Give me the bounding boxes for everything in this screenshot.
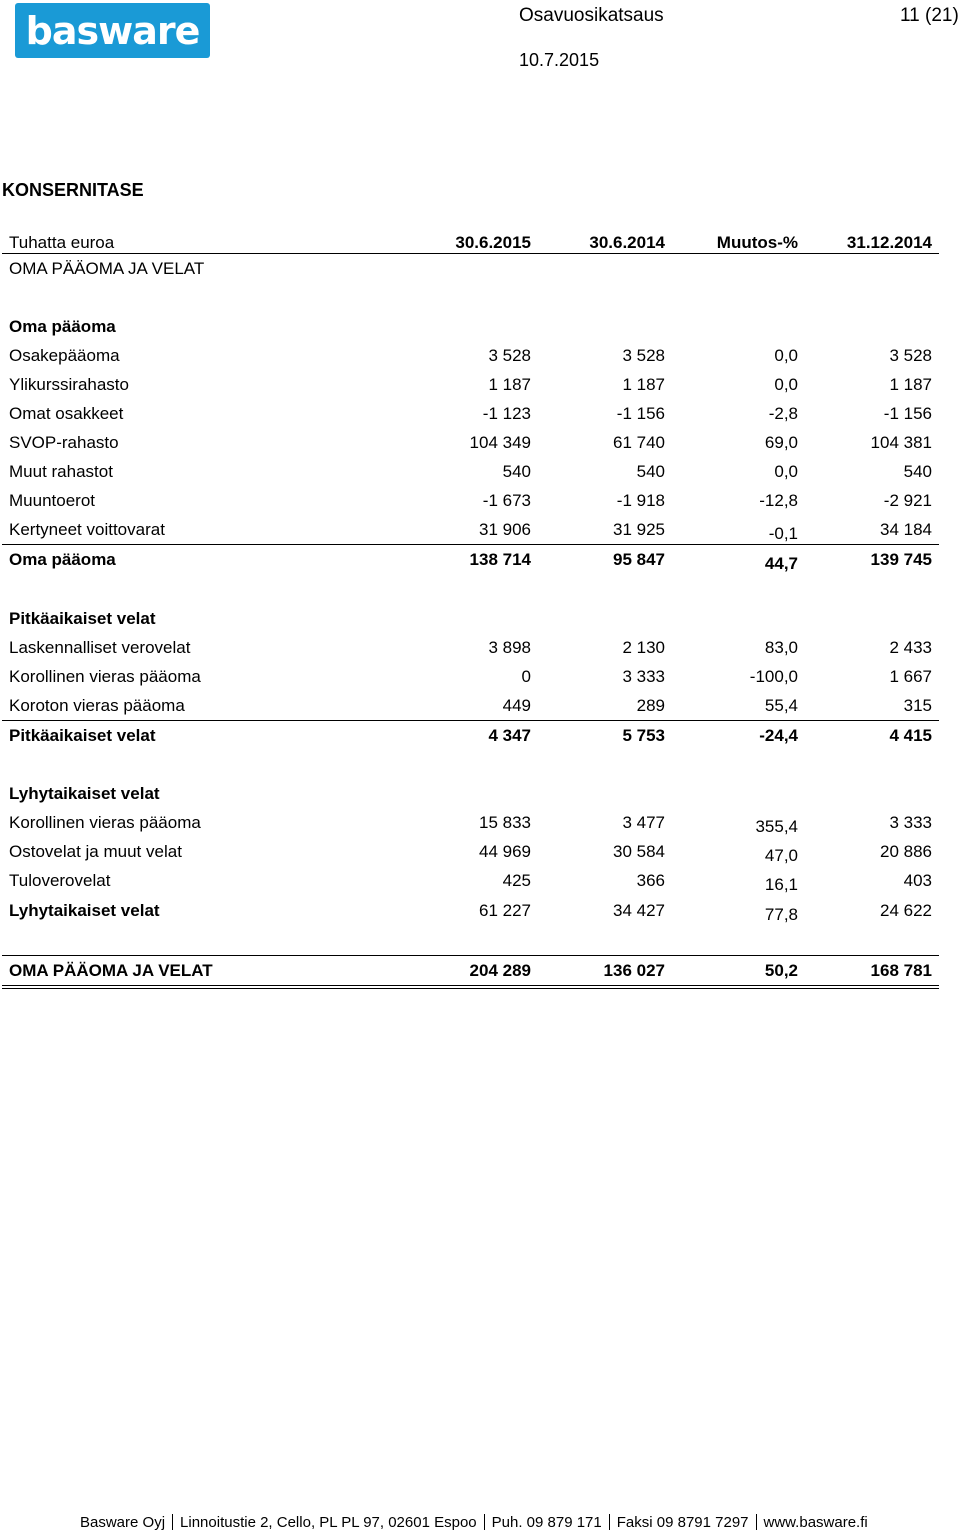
cell: -1 123 [482,404,531,423]
document-title: Osavuosikatsaus [519,5,664,26]
table-row [2,811,939,836]
cell: 2 433 [889,638,932,657]
row-label: Tuloverovelat [9,871,111,890]
row-label: Ylikurssirahasto [9,375,129,394]
row-label: OMA PÄÄOMA JA VELAT [9,961,213,980]
cell: 540 [903,462,932,481]
cell: 168 781 [870,961,932,980]
cell: 1 187 [488,375,531,394]
table-row [2,402,939,424]
subtotal-rule [2,720,939,721]
column-header: 31.12.2014 [846,233,932,252]
cell: 403 [903,871,932,890]
row-label: Korollinen vieras pääoma [9,667,201,686]
cell: 136 027 [603,961,665,980]
cell: 0,0 [774,462,798,481]
cell: 34 184 [880,520,932,539]
cell: 4 415 [889,726,932,745]
footer-company: Basware Oyj [80,1514,166,1531]
cell: 3 898 [488,638,531,657]
cell: 449 [502,696,531,715]
cell: -1 156 [883,404,932,423]
cell: 2 130 [622,638,665,657]
footer-separator [172,1514,173,1530]
column-header: 30.6.2014 [589,233,665,252]
cell: -100,0 [749,667,798,686]
row-label: SVOP-rahasto [9,433,119,452]
cell: 16,1 [764,875,798,894]
table-row [2,373,939,395]
row-label: Oma pääoma [9,550,116,569]
cell: 289 [636,696,665,715]
footer-phone: Puh. 09 879 171 [491,1514,602,1531]
table-row [2,636,939,658]
cell: 139 745 [870,550,932,569]
row-label: Muuntoerot [9,491,95,510]
cell: -24,4 [759,726,798,745]
cell: 30 584 [613,842,665,861]
row-label: Omat osakkeet [9,404,124,423]
cell: 44,7 [764,554,798,573]
cell: 4 347 [488,726,531,745]
cell: 55,4 [764,696,798,715]
cell: 24 622 [880,901,932,920]
row-label: Muut rahastot [9,462,113,481]
column-header: Muutos-% [716,233,798,252]
cell: 1 187 [622,375,665,394]
cell: 366 [636,871,665,890]
subtotal-row [2,724,939,746]
cell: 3 528 [622,346,665,365]
document-date: 10.7.2015 [519,50,600,70]
cell: 34 427 [613,901,665,920]
table-row [2,518,939,543]
footer-address: Linnoitustie 2, Cello, PL PL 97, 02601 Espoo [180,1514,477,1531]
page-footer [80,1514,868,1531]
table-row [2,489,939,511]
basware-logo [15,3,210,58]
table-row [2,665,939,687]
cell: 20 886 [880,842,932,861]
table-heading-row [2,257,939,279]
cell: -12,8 [759,491,798,510]
cell: 1 667 [889,667,932,686]
grand-total-row [2,959,939,981]
cell: 50,2 [764,961,798,980]
footer-separator [756,1514,757,1530]
cell: 95 847 [613,550,665,569]
group-title-row [2,607,939,629]
cell: 44 969 [479,842,531,861]
cell: 540 [636,462,665,481]
row-label: Osakepääoma [9,346,120,365]
cell: 83,0 [764,638,798,657]
row-label: Pitkäaikaiset velat [9,726,156,745]
cell: -1 673 [482,491,531,510]
table-row [2,344,939,366]
section-title: KONSERNITASE [2,180,144,200]
cell: 77,8 [764,905,798,924]
subtotal-row [2,548,939,573]
group-title-row [2,315,939,337]
cell: 47,0 [764,846,798,865]
cell: 3 333 [889,813,932,832]
cell: -2,8 [768,404,798,423]
row-label: Ostovelat ja muut velat [9,842,182,861]
cell: 0,0 [774,375,798,394]
cell: 355,4 [755,817,798,836]
cell: 3 477 [622,813,665,832]
group-title: Pitkäaikaiset velat [9,609,156,628]
cell: 1 187 [889,375,932,394]
cell: 3 333 [622,667,665,686]
table-row [2,694,939,716]
page-number: 11 (21) [900,5,959,26]
row-label: Kertyneet voittovarat [9,520,165,539]
cell: 425 [502,871,531,890]
table-heading: OMA PÄÄOMA JA VELAT [9,259,205,278]
cell: 204 289 [469,961,531,980]
cell: 61 740 [613,433,665,452]
footer-website[interactable]: www.basware.fi [763,1514,868,1531]
cell: 0,0 [774,346,798,365]
cell: -0,1 [768,524,798,543]
row-label: Korollinen vieras pääoma [9,813,201,832]
cell: 15 833 [479,813,531,832]
row-label: Lyhytaikaiset velat [9,901,160,920]
subtotal-row [2,899,939,924]
cell: 31 906 [479,520,531,539]
cell: 0 [521,667,531,686]
cell: 3 528 [889,346,932,365]
group-title: Lyhytaikaiset velat [9,784,160,803]
cell: -1 918 [616,491,665,510]
row-label: Laskennalliset verovelat [9,638,191,657]
cell: 3 528 [488,346,531,365]
footer-fax: Faksi 09 8791 7297 [616,1514,749,1531]
group-title-row [2,782,939,804]
cell: 5 753 [622,726,665,745]
cell: 138 714 [469,550,531,569]
cell: 61 227 [479,901,531,920]
cell: 315 [903,696,932,715]
table-row [2,431,939,453]
table-row [2,840,939,865]
logo-text: basware [25,8,200,53]
grand-total-rule [2,955,939,956]
footer-separator [609,1514,610,1530]
subtotal-rule [2,544,939,545]
column-header: 30.6.2015 [455,233,531,252]
unit-label: Tuhatta euroa [9,233,115,252]
cell: 104 349 [469,433,531,452]
cell: 31 925 [613,520,665,539]
group-title: Oma pääoma [9,317,116,336]
cell: -1 156 [616,404,665,423]
table-row [2,869,939,894]
cell: 104 381 [870,433,932,452]
row-label: Koroton vieras pääoma [9,696,185,715]
table-header-row [2,231,939,253]
cell: 540 [502,462,531,481]
cell: 69,0 [764,433,798,452]
table-row [2,460,939,482]
footer-separator [484,1514,485,1530]
cell: -2 921 [883,491,932,510]
grand-total-double-rule [2,985,939,989]
header-rule [2,253,939,254]
